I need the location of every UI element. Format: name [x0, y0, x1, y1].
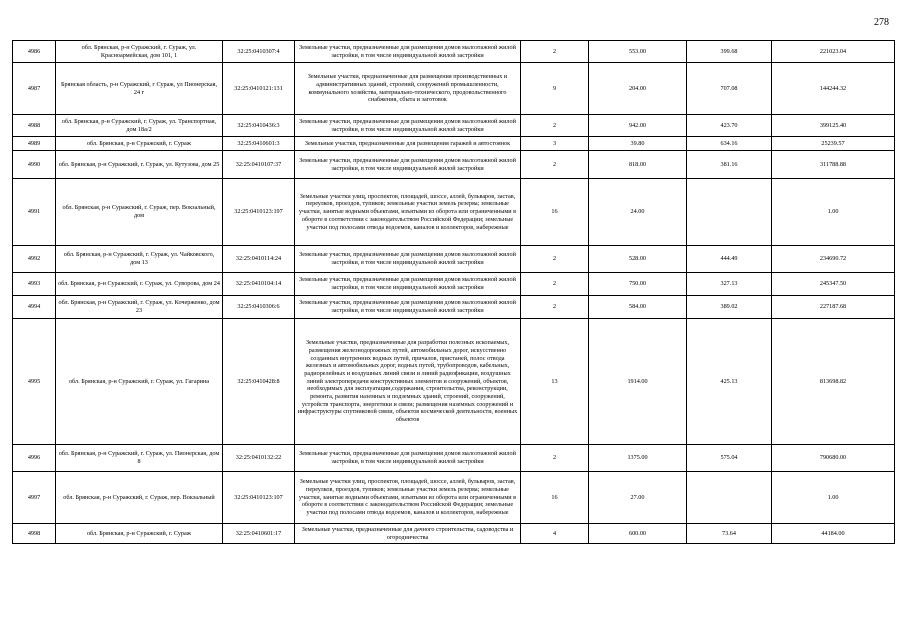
table-row: [13, 273, 895, 296]
row-permitted-use: Земельные участки, предназначенные для размещения домов малоэтажной жилой застройки, в том числе индивидуальной жилой застройки: [295, 273, 521, 296]
row-cadastral-number: 32:25:0410601:17: [223, 524, 295, 544]
row-group-number: 2: [521, 273, 589, 296]
row-specific-value: 575.04: [687, 445, 772, 472]
row-permitted-use: Земельные участки, предназначенные для размещения домов малоэтажной жилой застройки, в том числе индивидуальной жилой застройки: [295, 115, 521, 137]
row-number: 4997: [13, 472, 56, 524]
row-specific-value: 73.64: [687, 524, 772, 544]
row-address: обл. Брянская, р-н Суражский, г. Сураж, пер. Вокзальный: [56, 472, 223, 524]
row-group-number: 9: [521, 63, 589, 115]
row-group-number: 2: [521, 151, 589, 179]
row-specific-value: 399.68: [687, 41, 772, 63]
row-area: 600.00: [589, 524, 687, 544]
row-area: 1914.00: [589, 319, 687, 445]
row-cadastral-number: 32:25:0410601:3: [223, 137, 295, 151]
table-row: [13, 524, 895, 544]
row-permitted-use: Земельные участки, предназначенные для размещения производственных и административных зданий, строений, сооружений промышленности, коммунального хозяйства, материально-технического, продовольственного снабжения, сбыта и заготовок: [295, 63, 521, 115]
row-area: 39.80: [589, 137, 687, 151]
row-cadastral-value: 25239.57: [772, 137, 895, 151]
table-row: [13, 296, 895, 319]
row-permitted-use: Земельные участки, предназначенные для дачного строительства, садоводства и огородничества: [295, 524, 521, 544]
row-address: обл. Брянская, р-н Суражский, г. Сураж: [56, 524, 223, 544]
row-cadastral-number: 32:25:0410123:197: [223, 179, 295, 246]
row-permitted-use: Земельные участки, предназначенные для размещения домов малоэтажной жилой застройки, в том числе индивидуальной жилой застройки: [295, 151, 521, 179]
table-row: [13, 115, 895, 137]
row-number: 4989: [13, 137, 56, 151]
row-group-number: 16: [521, 472, 589, 524]
row-number: 4990: [13, 151, 56, 179]
row-number: 4988: [13, 115, 56, 137]
row-permitted-use: Земельные участки, предназначенные для размещения домов малоэтажной жилой застройки, в том числе индивидуальной жилой застройки: [295, 296, 521, 319]
row-area: 528.00: [589, 246, 687, 273]
table-row: [13, 319, 895, 445]
row-cadastral-value: 245347.50: [772, 273, 895, 296]
row-cadastral-number: 32:25:0410307:4: [223, 41, 295, 63]
row-number: 4994: [13, 296, 56, 319]
row-area: 27.00: [589, 472, 687, 524]
row-permitted-use: Земельные участки, предназначенные для размещения домов малоэтажной жилой застройки, в том числе индивидуальной жилой застройки: [295, 41, 521, 63]
row-cadastral-number: 32:25:0410107:37: [223, 151, 295, 179]
row-group-number: 4: [521, 524, 589, 544]
row-group-number: 2: [521, 296, 589, 319]
row-address: обл. Брянская, р-н Суражский, г. Сураж, ул. Суворова, дом 24: [56, 273, 223, 296]
table-row: [13, 179, 895, 246]
row-cadastral-value: 234690.72: [772, 246, 895, 273]
page-number: 278: [874, 17, 889, 28]
row-specific-value: [687, 472, 772, 524]
row-permitted-use: Земельные участки, предназначенные для размещения домов малоэтажной жилой застройки, в том числе индивидуальной жилой застройки: [295, 246, 521, 273]
row-cadastral-value: 813698.82: [772, 319, 895, 445]
table-body: [13, 41, 895, 544]
row-specific-value: 381.16: [687, 151, 772, 179]
row-address: обл. Брянская, р-н Суражский, г. Сураж, пер. Вокзальный, дом: [56, 179, 223, 246]
row-specific-value: 327.13: [687, 273, 772, 296]
row-address: обл. Брянская, р-н Суражский, г. Сураж, ул. Кутузова, дом 25: [56, 151, 223, 179]
table-row: [13, 151, 895, 179]
row-group-number: 16: [521, 179, 589, 246]
row-address: обл. Брянская, р-н Суражский, г. Сураж, ул. Чайковского, дом 13: [56, 246, 223, 273]
row-number: 4993: [13, 273, 56, 296]
row-cadastral-value: 399125.40: [772, 115, 895, 137]
row-specific-value: 444.49: [687, 246, 772, 273]
row-cadastral-number: 32:25:0410104:14: [223, 273, 295, 296]
row-specific-value: 425.13: [687, 319, 772, 445]
row-cadastral-number: 32:25:0410132:22: [223, 445, 295, 472]
row-permitted-use: Земельные участки улиц, проспектов, площадей, шоссе, аллей, бульваров, застав, переулков, проездов, тупиков; земельные участки земель резерва; земельные участки, занятые водными объектами, изъятыми из оборота или ограниченными в обороте в соответствии с законодательством Российской Федерации; земельные участки под полосами отвода водоемов, каналов и коллекторов, набережные: [295, 472, 521, 524]
table-row: [13, 137, 895, 151]
row-permitted-use: Земельные участки, предназначенные для разработки полезных ископаемых, размещения железнодорожных путей, автомобильных дорог, искусственно созданных внутренних водных путей, причалов, пристаней, полос отвода железных и автомобильных дорог, водных путей, трубопроводов, кабельных, радиорелейных и воздушных линий связи и линий радиофикации, воздушных линий электропередачи конструктивных элементов и сооружений, объектов, необходимых для эксплуатации,содержания, строительства, реконструкции, ремонта, развития наземных и подземных зданий, строений, сооружений, устройств транспорта, энергетики и связи; размещения наземных сооружений и инфраструктуры спутниковой связи, объектов космической деятельности, военных объектов: [295, 319, 521, 445]
row-cadastral-value: 1.00: [772, 472, 895, 524]
table-row: [13, 41, 895, 63]
row-cadastral-number: 32:25:0410121:131: [223, 63, 295, 115]
row-specific-value: 389.02: [687, 296, 772, 319]
row-address: обл. Брянская, р-н Суражский, г. Сураж, ул. Красноармейская, дом 101, 1: [56, 41, 223, 63]
row-area: 553.00: [589, 41, 687, 63]
row-area: 204.00: [589, 63, 687, 115]
row-number: 4992: [13, 246, 56, 273]
table-row: [13, 472, 895, 524]
table-row: [13, 445, 895, 472]
row-cadastral-value: 227187.68: [772, 296, 895, 319]
row-address: обл. Брянская, р-н Суражский, г. Сураж, ул. Кочерженко, дом 23: [56, 296, 223, 319]
row-cadastral-number: 32:25:0410306:6: [223, 296, 295, 319]
row-area: 942.00: [589, 115, 687, 137]
row-number: 4986: [13, 41, 56, 63]
row-cadastral-number: 32:25:0410428:8: [223, 319, 295, 445]
cadastral-value-table: [12, 40, 895, 544]
row-permitted-use: Земельные участки, предназначенные для размещения домов малоэтажной жилой застройки, в том числе индивидуальной жилой застройки: [295, 445, 521, 472]
row-cadastral-value: 221023.04: [772, 41, 895, 63]
row-cadastral-number: 32:25:0410123:107: [223, 472, 295, 524]
row-address: обл. Брянская, р-н Суражский, г. Сураж, ул. Гагарина: [56, 319, 223, 445]
row-cadastral-number: 32:25:0410436:3: [223, 115, 295, 137]
row-number: 4996: [13, 445, 56, 472]
row-number: 4987: [13, 63, 56, 115]
row-specific-value: [687, 179, 772, 246]
row-group-number: 2: [521, 115, 589, 137]
row-cadastral-value: 144244.32: [772, 63, 895, 115]
row-area: 584.00: [589, 296, 687, 319]
row-area: 1375.00: [589, 445, 687, 472]
row-group-number: 2: [521, 445, 589, 472]
row-cadastral-value: 1.00: [772, 179, 895, 246]
row-area: 750.00: [589, 273, 687, 296]
row-specific-value: 707.08: [687, 63, 772, 115]
row-cadastral-value: 790680.00: [772, 445, 895, 472]
row-address: Брянская область, р-н Суражский, г Сураж, ул Пионерская, 24 г: [56, 63, 223, 115]
table-row: [13, 63, 895, 115]
row-specific-value: 634.16: [687, 137, 772, 151]
row-specific-value: 423.70: [687, 115, 772, 137]
row-cadastral-value: 44184.00: [772, 524, 895, 544]
row-address: обл. Брянская, р-н Суражский, г. Сураж, ул. Пионерская, дом 8: [56, 445, 223, 472]
row-number: 4991: [13, 179, 56, 246]
row-area: 24.00: [589, 179, 687, 246]
row-address: обл. Брянская, р-н Суражский, г. Сураж: [56, 137, 223, 151]
row-cadastral-value: 311788.88: [772, 151, 895, 179]
row-cadastral-number: 32:25:0410114:24: [223, 246, 295, 273]
row-permitted-use: Земельные участки улиц, проспектов, площадей, шоссе, аллей, бульваров, застав, переулков, проездов, тупиков; земельные участки земель резерва; земельные участки, занятые водными объектами, изъятыми из оборота или ограниченными в обороте в соответствии с законодательством Российской Федерации; земельные участки под полосами отвода водоемов, каналов и коллекторов, набережные: [295, 179, 521, 246]
row-area: 818.00: [589, 151, 687, 179]
row-group-number: 2: [521, 41, 589, 63]
row-group-number: 3: [521, 137, 589, 151]
table-row: [13, 246, 895, 273]
row-group-number: 2: [521, 246, 589, 273]
row-permitted-use: Земельные участки, предназначенные для размещения гаражей и автостоянок: [295, 137, 521, 151]
row-address: обл. Брянская, р-н Суражский, г. Сураж, ул. Транспортная, дом 18а/2: [56, 115, 223, 137]
row-number: 4995: [13, 319, 56, 445]
row-number: 4998: [13, 524, 56, 544]
row-group-number: 13: [521, 319, 589, 445]
